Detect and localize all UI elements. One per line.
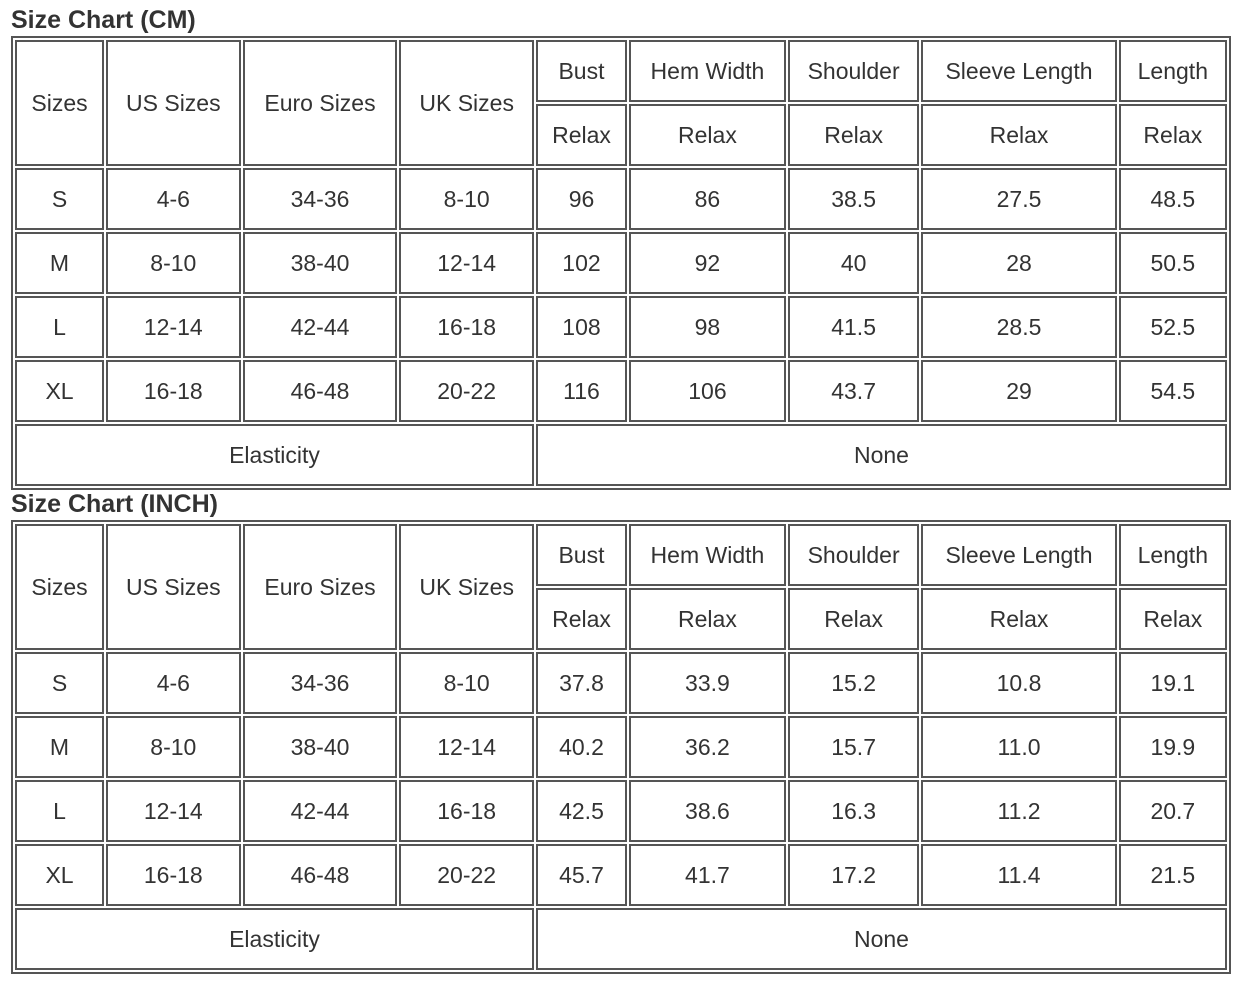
fit-cell: Relax (536, 104, 627, 166)
table-cell: 38.6 (629, 780, 786, 842)
table-cell: S (15, 652, 104, 714)
table-cell: 8-10 (399, 168, 534, 230)
table-cell: XL (15, 360, 104, 422)
table-cell: 4-6 (106, 652, 241, 714)
table-cell: 19.9 (1119, 716, 1227, 778)
size-chart-inch (11, 488, 1231, 974)
table-cell: 4-6 (106, 168, 241, 230)
table-cell: XL (15, 844, 104, 906)
header-bust: Bust (536, 40, 627, 102)
table-cell: 41.5 (788, 296, 920, 358)
header-hem-width: Hem Width (629, 40, 786, 102)
table-row (15, 844, 1227, 906)
table-cell: 42.5 (536, 780, 627, 842)
header-hem-width: Hem Width (629, 524, 786, 586)
header-length: Length (1119, 524, 1227, 586)
table-cell: 8-10 (106, 232, 241, 294)
header-sizes: Sizes (15, 524, 104, 650)
table-cell: S (15, 168, 104, 230)
header-us-sizes: US Sizes (106, 40, 241, 166)
table-cell: 54.5 (1119, 360, 1227, 422)
table-cell: 20-22 (399, 360, 534, 422)
table-cell: 16-18 (399, 296, 534, 358)
table-row (15, 360, 1227, 422)
table-cell: 46-48 (243, 360, 398, 422)
table-cell: 12-14 (399, 232, 534, 294)
table-cell: 16-18 (106, 844, 241, 906)
table-row (15, 652, 1227, 714)
table-cell: 43.7 (788, 360, 920, 422)
table-row (15, 296, 1227, 358)
table-cell: 86 (629, 168, 786, 230)
table-cell: 37.8 (536, 652, 627, 714)
table-cell: 12-14 (106, 780, 241, 842)
table-cell: 40.2 (536, 716, 627, 778)
table-cell: 11.4 (921, 844, 1116, 906)
fit-cell: Relax (629, 104, 786, 166)
elasticity-row (15, 908, 1227, 970)
table-cell: 15.2 (788, 652, 920, 714)
table-cell: 92 (629, 232, 786, 294)
table-cell: 48.5 (1119, 168, 1227, 230)
chart-title: Size Chart (CM) (11, 6, 196, 34)
table-cell: 45.7 (536, 844, 627, 906)
elasticity-value: None (536, 908, 1227, 970)
table-cell: 8-10 (399, 652, 534, 714)
table-cell: 38-40 (243, 232, 398, 294)
table-cell: 102 (536, 232, 627, 294)
chart-title: Size Chart (INCH) (11, 490, 218, 518)
size-table (11, 36, 1231, 490)
fit-cell: Relax (921, 588, 1116, 650)
header-row (15, 40, 1227, 102)
header-bust: Bust (536, 524, 627, 586)
table-cell: 108 (536, 296, 627, 358)
fit-cell: Relax (1119, 588, 1227, 650)
fit-cell: Relax (1119, 104, 1227, 166)
table-cell: 11.0 (921, 716, 1116, 778)
header-length: Length (1119, 40, 1227, 102)
table-row (15, 232, 1227, 294)
header-row (15, 524, 1227, 586)
table-cell: 38-40 (243, 716, 398, 778)
table-cell: 38.5 (788, 168, 920, 230)
fit-cell: Relax (788, 588, 920, 650)
table-cell: 20.7 (1119, 780, 1227, 842)
fit-cell: Relax (788, 104, 920, 166)
table-cell: 40 (788, 232, 920, 294)
table-cell: 20-22 (399, 844, 534, 906)
size-chart-cm (11, 4, 1231, 490)
table-row (15, 168, 1227, 230)
table-cell: 12-14 (399, 716, 534, 778)
table-cell: 42-44 (243, 296, 398, 358)
table-cell: 27.5 (921, 168, 1116, 230)
header-euro-sizes: Euro Sizes (243, 524, 398, 650)
table-row (15, 716, 1227, 778)
table-cell: 16-18 (399, 780, 534, 842)
table-cell: 52.5 (1119, 296, 1227, 358)
table-cell: 21.5 (1119, 844, 1227, 906)
elasticity-value: None (536, 424, 1227, 486)
fit-cell: Relax (921, 104, 1116, 166)
table-cell: 34-36 (243, 652, 398, 714)
header-uk-sizes: UK Sizes (399, 524, 534, 650)
header-euro-sizes: Euro Sizes (243, 40, 398, 166)
table-cell: 28.5 (921, 296, 1116, 358)
header-sleeve-length: Sleeve Length (921, 524, 1116, 586)
size-table (11, 520, 1231, 974)
table-cell: 8-10 (106, 716, 241, 778)
table-cell: 12-14 (106, 296, 241, 358)
table-cell: 16-18 (106, 360, 241, 422)
table-cell: 16.3 (788, 780, 920, 842)
table-cell: 36.2 (629, 716, 786, 778)
table-cell: 42-44 (243, 780, 398, 842)
fit-cell: Relax (536, 588, 627, 650)
table-cell: M (15, 716, 104, 778)
table-cell: 46-48 (243, 844, 398, 906)
header-sleeve-length: Sleeve Length (921, 40, 1116, 102)
header-sizes: Sizes (15, 40, 104, 166)
fit-cell: Relax (629, 588, 786, 650)
table-cell: 10.8 (921, 652, 1116, 714)
table-cell: 98 (629, 296, 786, 358)
table-row (15, 780, 1227, 842)
header-us-sizes: US Sizes (106, 524, 241, 650)
table-cell: 19.1 (1119, 652, 1227, 714)
table-cell: 15.7 (788, 716, 920, 778)
table-cell: 34-36 (243, 168, 398, 230)
header-uk-sizes: UK Sizes (399, 40, 534, 166)
table-cell: 116 (536, 360, 627, 422)
table-cell: 28 (921, 232, 1116, 294)
table-cell: M (15, 232, 104, 294)
header-shoulder: Shoulder (788, 40, 920, 102)
table-cell: 50.5 (1119, 232, 1227, 294)
table-cell: 17.2 (788, 844, 920, 906)
elasticity-label: Elasticity (15, 908, 534, 970)
table-cell: 11.2 (921, 780, 1116, 842)
table-cell: 96 (536, 168, 627, 230)
elasticity-row (15, 424, 1227, 486)
table-cell: 33.9 (629, 652, 786, 714)
elasticity-label: Elasticity (15, 424, 534, 486)
table-cell: L (15, 296, 104, 358)
table-cell: 106 (629, 360, 786, 422)
header-shoulder: Shoulder (788, 524, 920, 586)
table-cell: 29 (921, 360, 1116, 422)
table-cell: L (15, 780, 104, 842)
table-cell: 41.7 (629, 844, 786, 906)
